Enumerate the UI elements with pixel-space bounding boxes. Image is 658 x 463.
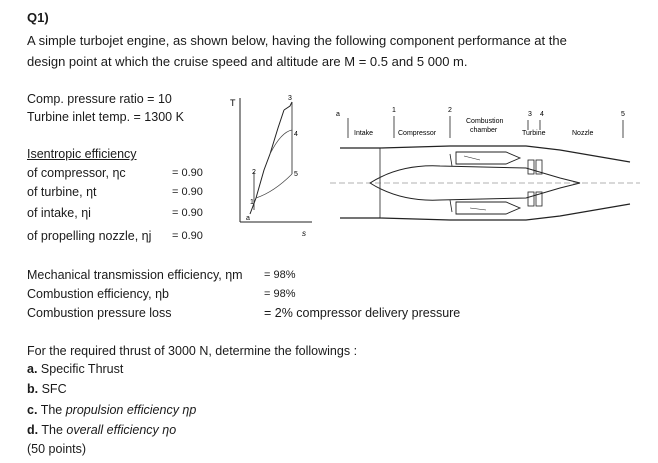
task-prompt: For the required thrust of 3000 N, determine the followings :	[27, 344, 358, 358]
ts-diagram	[226, 92, 326, 242]
label-combustion-1: Combustion	[466, 118, 504, 125]
task-item-c-italic: propulsion efficiency ηp	[65, 403, 197, 417]
eff-label-intake: of intake, ηi	[27, 206, 91, 220]
ts-point-a: a	[246, 215, 250, 222]
task-points: (50 points)	[27, 442, 87, 456]
turbine-inlet-temp: Turbine inlet temp. = 1300 K	[27, 110, 184, 124]
ts-compression-curve	[250, 110, 284, 214]
task-item-c-plain: The	[40, 403, 66, 417]
ts-point-5: 5	[294, 171, 298, 178]
turbine-blade-bottom-1	[528, 192, 534, 206]
task-item-b-text: SFC	[41, 382, 67, 396]
mech-eff-label: Mechanical transmission efficiency, ηm	[27, 268, 243, 282]
eff-label-compressor: of compressor, ηc	[27, 166, 126, 180]
comb-eff-label: Combustion efficiency, ηb	[27, 287, 169, 301]
eff-value-turbine: = 0.90	[172, 186, 203, 198]
comb-loss-label: Combustion pressure loss	[27, 306, 172, 320]
ts-x-label: s	[302, 229, 306, 238]
engine-casing-top	[340, 146, 630, 162]
task-item-d-letter: d.	[27, 423, 39, 437]
label-intake: Intake	[354, 130, 374, 137]
task-item-c	[27, 403, 196, 417]
eff-value-nozzle: = 0.90	[172, 230, 203, 242]
combustor-top	[456, 152, 520, 164]
task-item-c-letter: c.	[27, 403, 38, 417]
station-2: 2	[448, 107, 452, 114]
station-3: 3	[528, 111, 532, 118]
station-5: 5	[621, 111, 625, 118]
ts-combustion-curve	[284, 102, 292, 110]
task-item-b-letter: b.	[27, 382, 39, 396]
label-combustion-2: chamber	[470, 127, 498, 134]
ts-point-2: 2	[252, 169, 256, 176]
ts-point-3: 3	[288, 95, 292, 102]
ts-point-4: 4	[294, 131, 298, 138]
task-item-a	[27, 362, 123, 376]
engine-casing-bottom	[340, 204, 630, 220]
task-item-d-italic: overall efficiency ηo	[66, 423, 177, 437]
intro-line-2: design point at which the cruise speed and altitude are M = 0.5 and 5 000 m.	[27, 54, 468, 69]
station-a: a	[336, 111, 340, 118]
station-1: 1	[392, 107, 396, 114]
task-item-d-plain: The	[41, 423, 67, 437]
intro-line-1: A simple turbojet engine, as shown below, having the following component performance at the	[27, 33, 567, 48]
engine-diagram	[330, 98, 640, 228]
eff-label-turbine: of turbine, ηt	[27, 185, 97, 199]
mech-eff-value: = 98%	[264, 269, 296, 281]
station-4: 4	[540, 111, 544, 118]
task-item-a-letter: a.	[27, 362, 38, 376]
turbine-blade-top-1	[528, 160, 534, 174]
task-item-a-text: Specific Thrust	[40, 362, 124, 376]
eff-value-intake: = 0.90	[172, 207, 203, 219]
combustor-bottom	[456, 202, 520, 214]
comb-loss-value: = 2% compressor delivery pressure	[264, 306, 461, 320]
label-compressor: Compressor	[398, 130, 437, 137]
task-item-b	[27, 382, 67, 396]
question-number: Q1)	[27, 10, 49, 25]
ts-y-label: T	[230, 98, 236, 108]
label-turbine: Turbine	[522, 130, 546, 137]
comp-pressure-ratio: Comp. pressure ratio = 10	[27, 92, 172, 106]
task-item-d	[27, 423, 176, 437]
comb-eff-value: = 98%	[264, 288, 296, 300]
ts-point-1: 1	[250, 199, 254, 206]
efficiency-heading: Isentropic efficiency	[27, 147, 137, 161]
eff-value-compressor: = 0.90	[172, 167, 203, 179]
label-nozzle: Nozzle	[572, 130, 594, 137]
eff-label-nozzle: of propelling nozzle, ηj	[27, 229, 152, 243]
